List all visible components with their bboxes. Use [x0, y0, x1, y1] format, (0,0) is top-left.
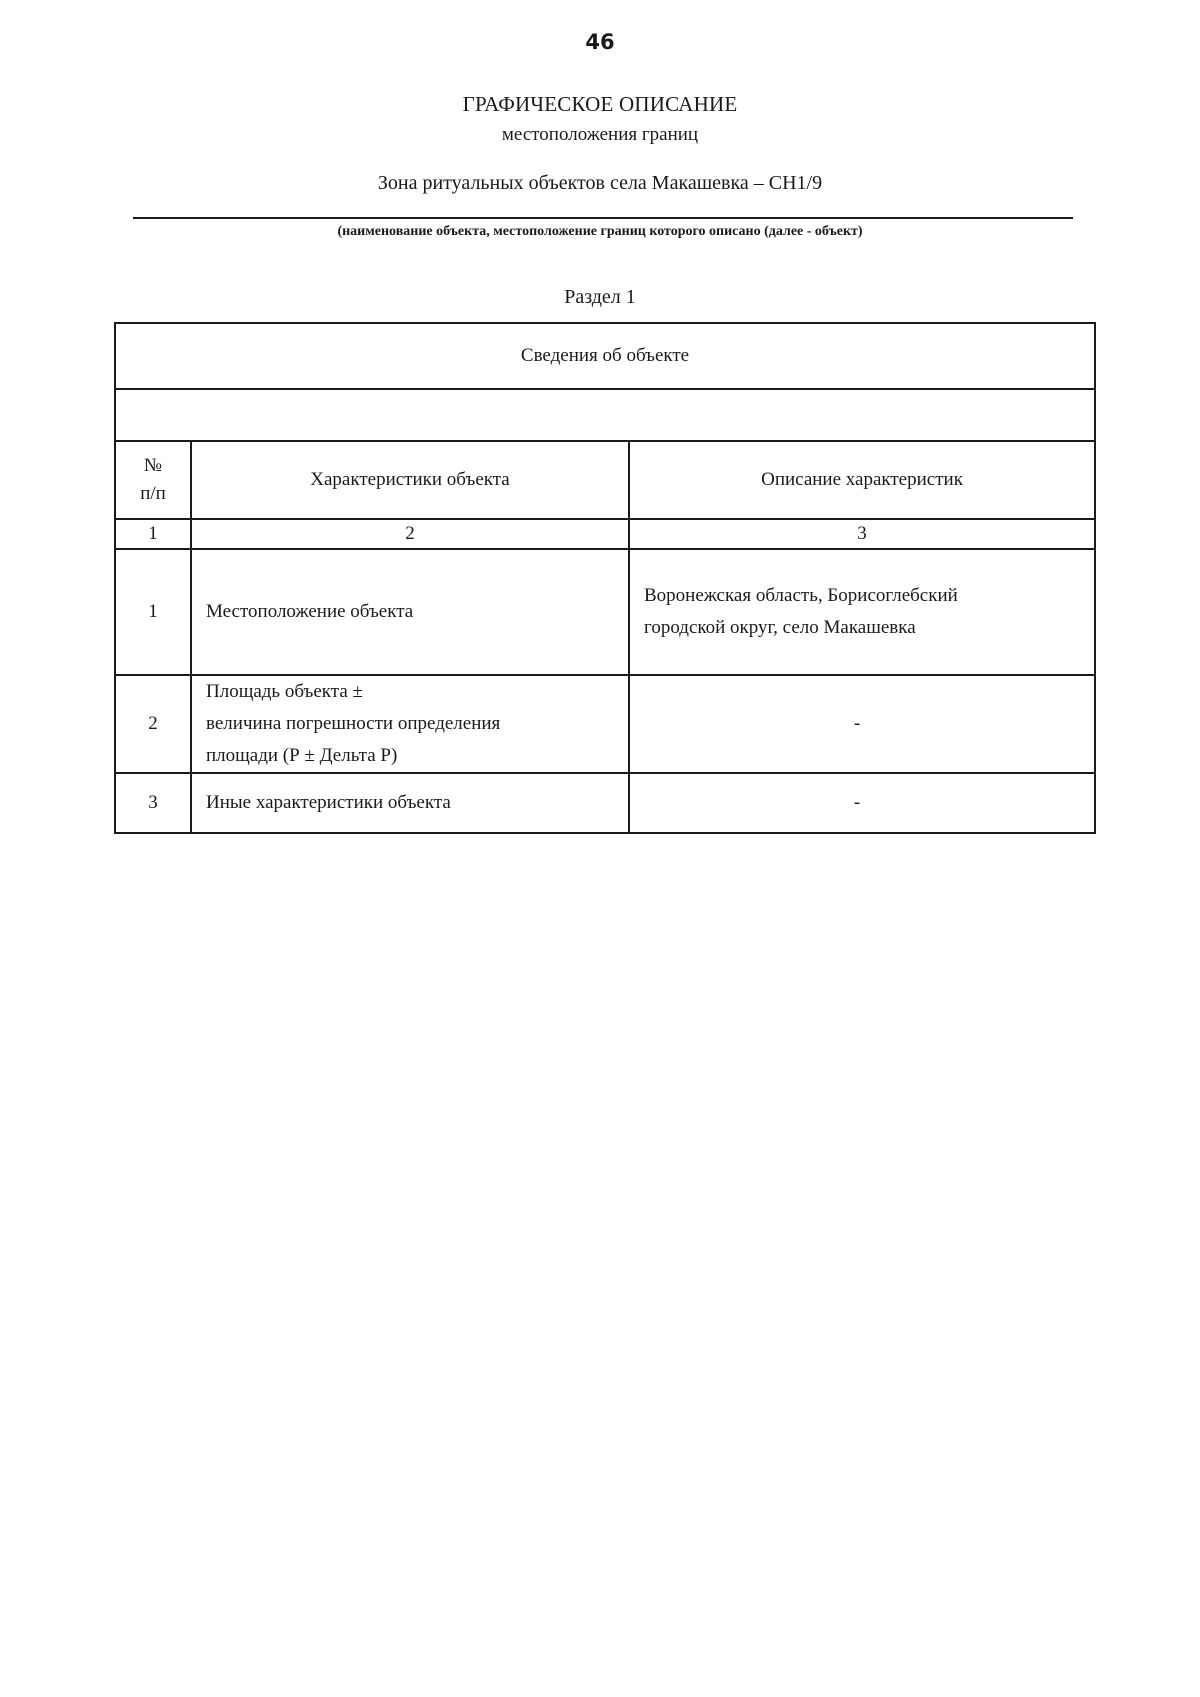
table-caption-row [115, 323, 1095, 389]
page-number: 46 [585, 30, 615, 54]
document-title: ГРАФИЧЕСКОЕ ОПИСАНИЕ [462, 92, 738, 116]
table-blank-cell [115, 389, 1095, 441]
table-row [115, 773, 1095, 833]
row-characteristic-line: величина погрешности определения [206, 713, 501, 734]
row-description-line: городской округ, село Макашевка [644, 617, 916, 638]
object-name: Зона ритуальных объектов села Макашевка – СН1/9 [377, 172, 823, 194]
object-info-table [114, 322, 1096, 834]
row-description: - [629, 773, 1095, 833]
row-characteristic-line: площади (Р ± Дельта Р) [206, 745, 398, 766]
row-description [629, 549, 1095, 675]
row-number: 1 [115, 549, 191, 675]
row-characteristic-line: Площадь объекта ± [206, 681, 363, 702]
row-description-line: Воронежская область, Борисоглебский [644, 585, 958, 606]
table-caption: Сведения об объекте [115, 323, 1095, 389]
row-description: - [629, 675, 1095, 773]
row-characteristic: Местоположение объекта [191, 549, 629, 675]
table-header-row [115, 441, 1095, 519]
column-index: 3 [629, 519, 1095, 549]
header-characteristics: Характеристики объекта [191, 441, 629, 519]
section-title: Раздел 1 [564, 286, 636, 308]
table-row [115, 549, 1095, 675]
row-characteristic: Иные характеристики объекта [191, 773, 629, 833]
header-description: Описание характеристик [629, 441, 1095, 519]
row-characteristic [191, 675, 629, 773]
table-row [115, 675, 1095, 773]
row-number: 2 [115, 675, 191, 773]
header-num-line1: № [143, 455, 163, 476]
table-blank-row [115, 389, 1095, 441]
column-index: 1 [115, 519, 191, 549]
object-name-caption: (наименование объекта, местоположение границ которого описано (далее - объект) [337, 224, 863, 239]
header-num [115, 441, 191, 519]
header-num-line2: п/п [140, 483, 166, 504]
object-name-underline [133, 217, 1073, 219]
table-index-row [115, 519, 1095, 549]
row-number: 3 [115, 773, 191, 833]
column-index: 2 [191, 519, 629, 549]
document-subtitle: местоположения границ [501, 124, 699, 145]
